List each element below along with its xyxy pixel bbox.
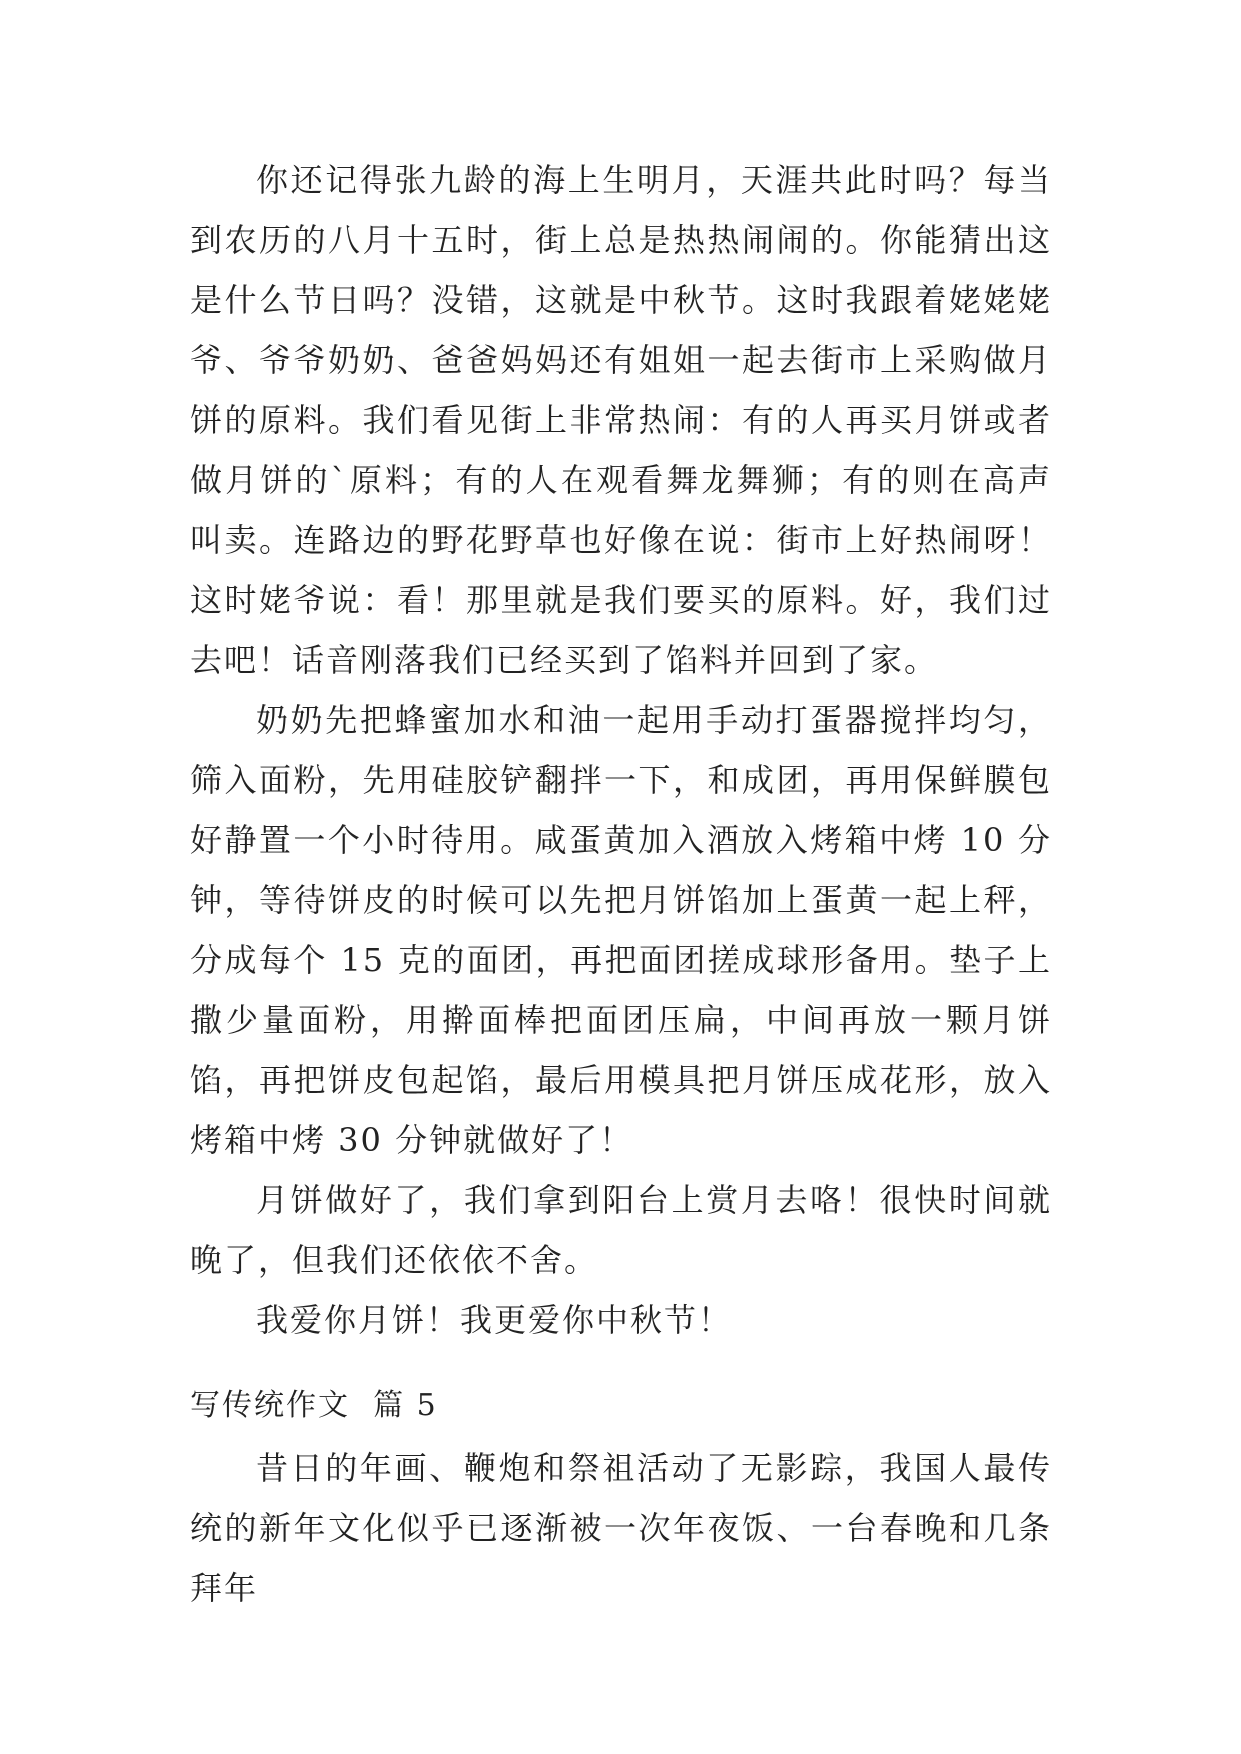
paragraph-closing: 我爱你月饼！我更爱你中秋节！: [256, 1301, 733, 1339]
paragraph-mooncake-recipe: 奶奶先把蜂蜜加水和油一起用手动打蛋器搅拌均匀，筛入面粉，先用硅胶铲翻拌一下，和成团，再用保鲜膜包好静置一个小时待用。咸蛋黄加入酒放入烤箱中烤 10 分钟，等待饼皮的时候可以先把月饼馅加上蛋黄一起上秤，分成每个 15 克的面团，再把面团搓成球形备用。垫子上撒少量面粉，用擀面棒把面团压扁，中间再放一颗月饼馅，再把饼皮包起馅，最后用模具把月饼压成花形，放入烤箱中烤 30 分钟就做好了！: [190, 701, 1052, 1159]
essay-body-part2: [190, 1438, 1052, 1618]
section-heading: 写传统作文 篇 5: [190, 1388, 438, 1423]
essay-body-part1: [190, 150, 1052, 1350]
paragraph-new-year-culture: 昔日的年画、鞭炮和祭祖活动了无影踪，我国人最传统的新年文化似乎已逐渐被一次年夜饭、一台春晚和几条拜年: [190, 1449, 1052, 1607]
paragraph-mid-autumn-intro: 你还记得张九龄的海上生明月，天涯共此时吗？每当到农历的八月十五时，街上总是热热闹闹的。你能猜出这是什么节日吗？没错，这就是中秋节。这时我跟着姥姥姥爷、爷爷奶奶、爸爸妈妈还有姐姐一起去街市上采购做月饼的原料。我们看见街上非常热闹：有的人再买月饼或者做月饼的`原料；有的人在观看舞龙舞狮；有的则在高声叫卖。连路边的野花野草也好像在说：街市上好热闹呀！这时姥爷说：看！那里就是我们要买的原料。好，我们过去吧！话音刚落我们已经买到了馅料并回到了家。: [190, 161, 1052, 679]
paragraph-moon-viewing: 月饼做好了，我们拿到阳台上赏月去咯！很快时间就晚了，但我们还依依不舍。: [190, 1181, 1052, 1279]
